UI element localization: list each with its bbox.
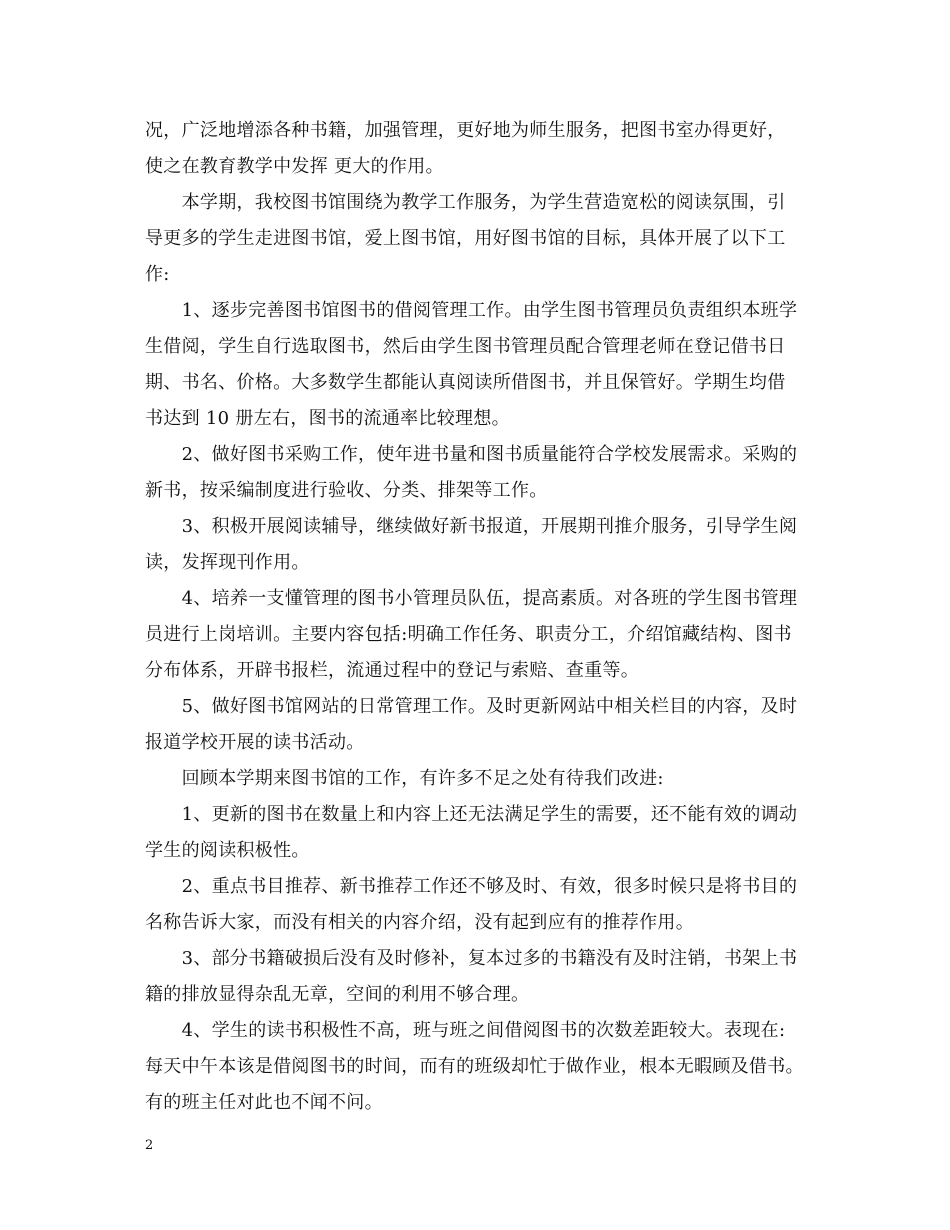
text-line: 作: xyxy=(145,264,170,285)
text-line: 1、逐步完善图书馆图书的借阅管理工作。由学生图书管理员负责组织本班学 xyxy=(145,300,798,321)
text-line: 况，广泛地增添各种书籍，加强管理，更好地为师生服务，把图书室办得更好， xyxy=(145,120,786,141)
text-line: 3、部分书籍破损后没有及时修补，复本过多的书籍没有及时注销，书架上书 xyxy=(145,948,798,969)
text-line: 学生的阅读积极性。 xyxy=(145,840,310,861)
text-line: 分布体系，开辟书报栏，流通过程中的登记与索赔、查重等。 xyxy=(145,660,640,681)
text-line: 书达到 10 册左右，图书的流通率比较理想。 xyxy=(145,408,510,429)
text-line: 名称告诉大家，而没有相关的内容介绍，没有起到应有的推荐作用。 xyxy=(145,912,694,933)
text-line: 回顾本学期来图书馆的工作，有许多不足之处有待我们改进: xyxy=(145,768,664,789)
page-number: 2 xyxy=(145,1138,154,1153)
text-line: 生借阅，学生自行选取图书，然后由学生图书管理员配合管理老师在登记借书日 xyxy=(145,336,786,357)
text-line: 2、做好图书采购工作，使年进书量和图书质量能符合学校发展需求。采购的 xyxy=(145,444,798,465)
text-line: 读，发挥现刊作用。 xyxy=(145,552,310,573)
text-line: 使之在教育教学中发挥 更大的作用。 xyxy=(145,156,444,177)
text-line: 新书，按采编制度进行验收、分类、排架等工作。 xyxy=(145,480,548,501)
text-line: 期、书名、价格。大多数学生都能认真阅读所借图书，并且保管好。学期生均借 xyxy=(145,372,786,393)
text-line: 每天中午本该是借阅图书的时间，而有的班级却忙于做作业，根本无暇顾及借书。 xyxy=(145,1056,804,1077)
text-line: 员进行上岗培训。主要内容包括:明确工作任务、职责分工，介绍馆藏结构、图书 xyxy=(145,624,792,645)
text-line: 5、做好图书馆网站的日常管理工作。及时更新网站中相关栏目的内容，及时 xyxy=(145,696,798,717)
text-line: 报道学校开展的读书活动。 xyxy=(145,732,365,753)
text-line: 2、重点书目推荐、新书推荐工作还不够及时、有效，很多时候只是将书目的 xyxy=(145,876,798,897)
text-line: 有的班主任对此也不闻不问。 xyxy=(145,1092,383,1113)
text-line: 导更多的学生走进图书馆，爱上图书馆，用好图书馆的目标，具体开展了以下工 xyxy=(145,228,786,249)
text-line: 本学期，我校图书馆围绕为教学工作服务，为学生营造宽松的阅读氛围，引 xyxy=(145,192,786,213)
text-line: 4、培养一支懂管理的图书小管理员队伍，提高素质。对各班的学生图书管理 xyxy=(145,588,798,609)
text-line: 3、积极开展阅读辅导，继续做好新书报道，开展期刊推介服务，引导学生阅 xyxy=(145,516,798,537)
text-line: 籍的排放显得杂乱无章，空间的利用不够合理。 xyxy=(145,984,530,1005)
text-line: 4、学生的读书积极性不高，班与班之间借阅图书的次数差距较大。表现在: xyxy=(145,1020,786,1041)
text-line: 1、更新的图书在数量上和内容上还无法满足学生的需要，还不能有效的调动 xyxy=(145,804,798,825)
